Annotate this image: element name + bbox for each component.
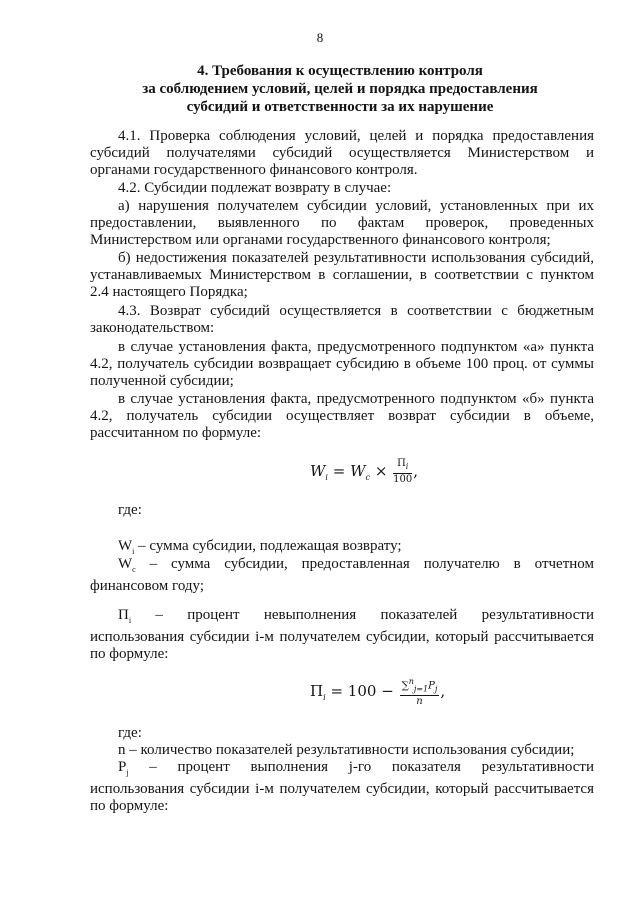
formula-subscript: c [365,473,371,482]
text-line: 2.4 настоящего Порядка; [90,284,248,300]
text-line: Министерством или органами государственного финансового контроля; [90,232,551,248]
text-line: законодательством: [90,320,215,336]
gde-label [90,725,594,742]
text-line: где: [118,725,142,741]
heading-line: субсидий и ответственности за их нарушение [186,99,494,115]
text-line: 4.2, получатель субсидии осуществляет возврат субсидии в объеме, [90,408,594,424]
formula-symbol: W [310,462,326,480]
text-line: использования субсидии i-м получателем субсидии, который рассчитывается [90,629,594,645]
fraction-numerator: $П_i$ [393,458,412,474]
text-line: органами государственного финансового контроля. [90,162,418,178]
paragraph-a [90,198,594,249]
heading-line: за соблюдением условий, целей и порядка предоставления [142,81,538,97]
definition-wc [90,556,594,595]
formula-operator: = [330,682,344,701]
paragraph-case-b [90,391,594,442]
definition-pi [90,607,594,663]
definition-n [90,742,594,759]
text-line: в случае установления факта, предусмотренного подпунктом «б» пункта [118,391,594,407]
text-line: n – количество показателей результативности использования субсидии; [118,742,575,758]
text-line: финансовом году; [90,578,205,594]
formula-fraction [393,458,412,486]
paragraph-4-1 [90,128,594,179]
definition-pj [90,759,594,815]
paragraph-case-a [90,339,594,390]
text-line: 4.3. Возврат субсидий осуществляется в соответствии с бюджетным [118,303,594,319]
text-line: где: [118,502,142,518]
text-line: 4.1. Проверка соблюдения условий, целей и порядка предоставления [118,128,594,144]
text-line: по формуле: [90,646,169,662]
paragraph-4-3 [90,303,594,337]
formula-fraction [400,676,440,708]
text-line: субсидий получателями субсидий осуществляется Министерством и [90,145,594,161]
fraction-denominator: n [416,696,423,708]
formula-operator: × [374,462,388,480]
text-line: $P_j$ – процент выполнения j-го показателя результативности [118,759,594,777]
formula-pi [310,676,445,708]
formula-subscript: i [325,473,328,482]
text-line: рассчитанном по формуле: [90,425,262,441]
text-line: по формуле: [90,798,169,814]
formula-operator: = [332,462,346,480]
text-line: устанавливаемых Министерством в соглашении, в соответствии с пунктом [90,267,594,283]
text-line: $П_i$ – процент невыполнения показателей результативности [118,607,594,625]
paragraph-4-2 [90,180,594,197]
text-line: полученной субсидии; [90,373,234,389]
text-line: $W_i$ – сумма субсидии, подлежащая возврату; [118,538,402,556]
fraction-numerator: $\sum^n_{j=1}P_j$ [400,676,440,696]
formula-punct: , [413,462,419,480]
text-line: б) недостижения показателей результативности использования субсидий, [118,250,594,266]
section-heading [90,62,590,116]
formula-number: 100 [347,682,377,701]
page-number: 8 [316,30,324,45]
formula-subscript: i [323,693,326,703]
text-line: в случае установления факта, предусмотренного подпунктом «а» пункта [118,339,594,355]
text-line: 4.2, получатель субсидии возвращает субсидию в объеме 100 проц. от суммы [90,356,594,372]
text-line: 4.2. Субсидии подлежат возврату в случае: [118,180,392,196]
formula-punct: , [440,682,446,701]
heading-line: 4. Требования к осуществлению контроля [197,63,483,79]
fraction-denominator: 100 [393,474,413,485]
formula-operator: − [381,682,394,701]
gde-label [90,502,594,519]
text-line: использования субсидии i-м получателем субсидии, который рассчитывается [90,781,594,797]
paragraph-b [90,250,594,301]
text-line: предоставлении, выявленного по фактам проверок, проведенных [90,215,594,231]
formula-symbol: W [350,462,366,480]
formula-wi [310,458,418,486]
text-line: а) нарушения получателем субсидии условий, установленных при их [118,198,594,214]
text-line: $W_c$ – сумма субсидии, предоставленная получателю в отчетном [118,556,594,574]
formula-symbol: П [310,682,324,701]
